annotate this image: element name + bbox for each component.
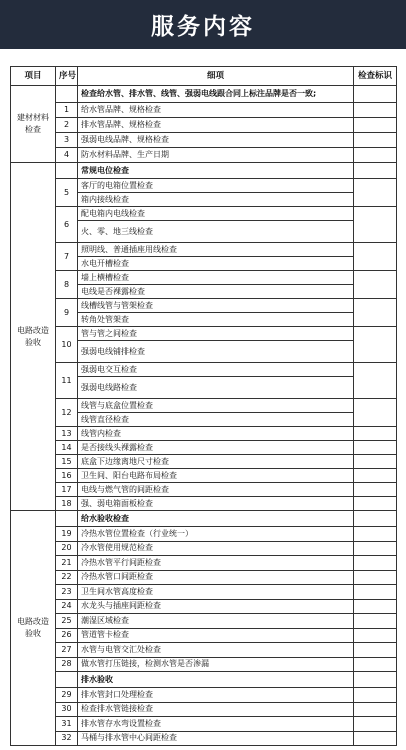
- check-cell: [354, 702, 397, 717]
- check-cell: [354, 103, 397, 118]
- check-cell: [354, 614, 397, 629]
- header-item: 项目: [11, 67, 56, 86]
- detail-cell: 强弱电交互检查: [78, 363, 354, 377]
- table-row: [11, 455, 397, 469]
- number-cell: 15: [56, 455, 78, 469]
- detail-cell: 排水管品牌、规格检查: [78, 118, 354, 133]
- detail-cell: 箱内接线检查: [78, 193, 354, 207]
- number-cell: 3: [56, 133, 78, 148]
- check-cell: [354, 570, 397, 585]
- table-header-row: [11, 67, 397, 86]
- table-body: [11, 86, 397, 746]
- table-row: [11, 243, 397, 257]
- detail-cell: 马桶与排水管中心间距检查: [78, 731, 354, 746]
- category-cell: 建材材料检查: [11, 86, 56, 163]
- number-cell: 31: [56, 717, 78, 732]
- number-cell: 7: [56, 243, 78, 271]
- detail-cell: 强弱电线路检查: [78, 377, 354, 399]
- table-row: [11, 731, 397, 746]
- check-cell: [354, 179, 397, 207]
- table-row: [11, 702, 397, 717]
- detail-cell: 防水材料品牌、生产日期: [78, 148, 354, 163]
- table-row: [11, 688, 397, 703]
- header-no: 序号: [56, 67, 78, 86]
- table-row: [11, 118, 397, 133]
- check-cell: [354, 243, 397, 271]
- number-cell: 14: [56, 441, 78, 455]
- number-cell: 18: [56, 497, 78, 511]
- detail-cell: 强弱电线铺排检查: [78, 341, 354, 363]
- table-row: [11, 585, 397, 600]
- table-row: [11, 363, 397, 377]
- check-cell: [354, 628, 397, 643]
- number-cell: 1: [56, 103, 78, 118]
- check-cell: [354, 441, 397, 455]
- table-row: [11, 643, 397, 658]
- check-cell: [354, 455, 397, 469]
- detail-cell: 火、零、地三线检查: [78, 221, 354, 243]
- check-cell: [354, 672, 397, 688]
- category-cell: 电路改造验收: [11, 511, 56, 746]
- section-heading-cell: 给水验收检查: [78, 511, 354, 527]
- number-cell: 19: [56, 527, 78, 542]
- check-cell: [354, 556, 397, 571]
- section-heading-cell: 常规电位检查: [78, 163, 354, 179]
- note-cell: 检查给水管、排水管、线管、强弱电线跟合同上标注品牌是否一致;: [78, 86, 354, 103]
- table-row: [11, 541, 397, 556]
- number-cell: 5: [56, 179, 78, 207]
- table-row: [11, 511, 397, 527]
- detail-cell: 水电开槽检查: [78, 257, 354, 271]
- detail-cell: 排水管封口处理检查: [78, 688, 354, 703]
- detail-cell: 线槽线管与管架检查: [78, 299, 354, 313]
- check-cell: [354, 717, 397, 732]
- check-cell: [354, 399, 397, 427]
- detail-cell: 电线是否裸露检查: [78, 285, 354, 299]
- number-cell: 12: [56, 399, 78, 427]
- table-row: [11, 148, 397, 163]
- check-cell: [354, 163, 397, 179]
- table-row: [11, 483, 397, 497]
- detail-cell: 管道管卡检查: [78, 628, 354, 643]
- number-cell: 32: [56, 731, 78, 746]
- service-table: [10, 66, 397, 746]
- detail-cell: 转角处管架查: [78, 313, 354, 327]
- check-cell: [354, 541, 397, 556]
- detail-cell: 冷水管使用规范检查: [78, 541, 354, 556]
- table-row: [11, 599, 397, 614]
- number-cell: 9: [56, 299, 78, 327]
- check-cell: [354, 118, 397, 133]
- detail-cell: 潮湿区域检查: [78, 614, 354, 629]
- check-cell: [354, 599, 397, 614]
- number-cell: 27: [56, 643, 78, 658]
- check-cell: [354, 299, 397, 327]
- table-row: [11, 497, 397, 511]
- table-row: [11, 179, 397, 193]
- table-row: [11, 399, 397, 413]
- table-row: [11, 672, 397, 688]
- detail-cell: 水龙头与插座间距检查: [78, 599, 354, 614]
- detail-cell: 水管与电管交汇处检查: [78, 643, 354, 658]
- detail-cell: 照明线、普通插座用线检查: [78, 243, 354, 257]
- number-cell: 11: [56, 363, 78, 399]
- number-cell: 20: [56, 541, 78, 556]
- number-cell: [56, 163, 78, 179]
- detail-cell: 排水管存水弯设置检查: [78, 717, 354, 732]
- detail-cell: 卫生间水管高度检查: [78, 585, 354, 600]
- number-cell: 29: [56, 688, 78, 703]
- detail-cell: 墙上横槽检查: [78, 271, 354, 285]
- category-cell: 电路改造验收: [11, 163, 56, 511]
- service-table-wrap: [10, 66, 397, 746]
- table-row: [11, 86, 397, 103]
- number-cell: 2: [56, 118, 78, 133]
- check-cell: [354, 731, 397, 746]
- number-cell: 8: [56, 271, 78, 299]
- number-cell: 25: [56, 614, 78, 629]
- check-cell: [354, 271, 397, 299]
- table-row: [11, 527, 397, 542]
- detail-cell: 强、弱电箱面板检查: [78, 497, 354, 511]
- table-row: [11, 556, 397, 571]
- detail-cell: 强弱电线品牌、规格检查: [78, 133, 354, 148]
- table-row: [11, 570, 397, 585]
- check-cell: [354, 327, 397, 363]
- table-row: [11, 271, 397, 285]
- number-cell: 21: [56, 556, 78, 571]
- check-cell: [354, 483, 397, 497]
- table-row: [11, 628, 397, 643]
- title-banner: [0, 0, 406, 49]
- detail-cell: 检查排水管链接检查: [78, 702, 354, 717]
- detail-cell: 冷热水管位置检查（行业统一）: [78, 527, 354, 542]
- detail-cell: 是否接线头裸露检查: [78, 441, 354, 455]
- check-cell: [354, 688, 397, 703]
- detail-cell: 管与管之间检查: [78, 327, 354, 341]
- check-cell: [354, 511, 397, 527]
- detail-cell: 电线与燃气管的间距检查: [78, 483, 354, 497]
- detail-cell: 卫生间、阳台电路布局检查: [78, 469, 354, 483]
- number-cell: 22: [56, 570, 78, 585]
- table-row: [11, 163, 397, 179]
- number-cell: 30: [56, 702, 78, 717]
- detail-cell: 线管与底盒位置检查: [78, 399, 354, 413]
- number-cell: [56, 511, 78, 527]
- number-cell: 24: [56, 599, 78, 614]
- check-cell: [354, 469, 397, 483]
- table-row: [11, 717, 397, 732]
- number-cell: 10: [56, 327, 78, 363]
- check-cell: [354, 133, 397, 148]
- detail-cell: 线管内检查: [78, 427, 354, 441]
- number-cell: 16: [56, 469, 78, 483]
- number-cell: [56, 672, 78, 688]
- detail-cell: 做水管打压链接，检测水管是否渗漏: [78, 657, 354, 672]
- check-cell: [354, 86, 397, 103]
- number-cell: 28: [56, 657, 78, 672]
- detail-cell: 配电箱内电线检查: [78, 207, 354, 221]
- check-cell: [354, 527, 397, 542]
- check-cell: [354, 427, 397, 441]
- number-cell: 4: [56, 148, 78, 163]
- table-row: [11, 103, 397, 118]
- table-row: [11, 133, 397, 148]
- table-row: [11, 327, 397, 341]
- number-cell: 13: [56, 427, 78, 441]
- table-row: [11, 614, 397, 629]
- detail-cell: 冷热水管平行间距检查: [78, 556, 354, 571]
- check-cell: [354, 585, 397, 600]
- number-cell: [56, 86, 78, 103]
- number-cell: 23: [56, 585, 78, 600]
- check-cell: [354, 148, 397, 163]
- table-row: [11, 427, 397, 441]
- check-cell: [354, 643, 397, 658]
- detail-cell: 客厅的电箱位置检查: [78, 179, 354, 193]
- detail-cell: 底盒下边缘离地尺寸检查: [78, 455, 354, 469]
- header-check: 检查标识: [354, 67, 397, 86]
- check-cell: [354, 497, 397, 511]
- header-detail: 细项: [78, 67, 354, 86]
- table-row: [11, 299, 397, 313]
- detail-cell: 给水管品牌、规格检查: [78, 103, 354, 118]
- number-cell: 6: [56, 207, 78, 243]
- detail-cell: 冷热水管口间距检查: [78, 570, 354, 585]
- table-row: [11, 469, 397, 483]
- table-row: [11, 657, 397, 672]
- number-cell: 26: [56, 628, 78, 643]
- check-cell: [354, 657, 397, 672]
- page-title: 服务内容: [151, 14, 255, 40]
- check-cell: [354, 207, 397, 243]
- check-cell: [354, 363, 397, 399]
- section-heading-cell: 排水验收: [78, 672, 354, 688]
- table-row: [11, 207, 397, 221]
- table-row: [11, 441, 397, 455]
- detail-cell: 线管直径检查: [78, 413, 354, 427]
- number-cell: 17: [56, 483, 78, 497]
